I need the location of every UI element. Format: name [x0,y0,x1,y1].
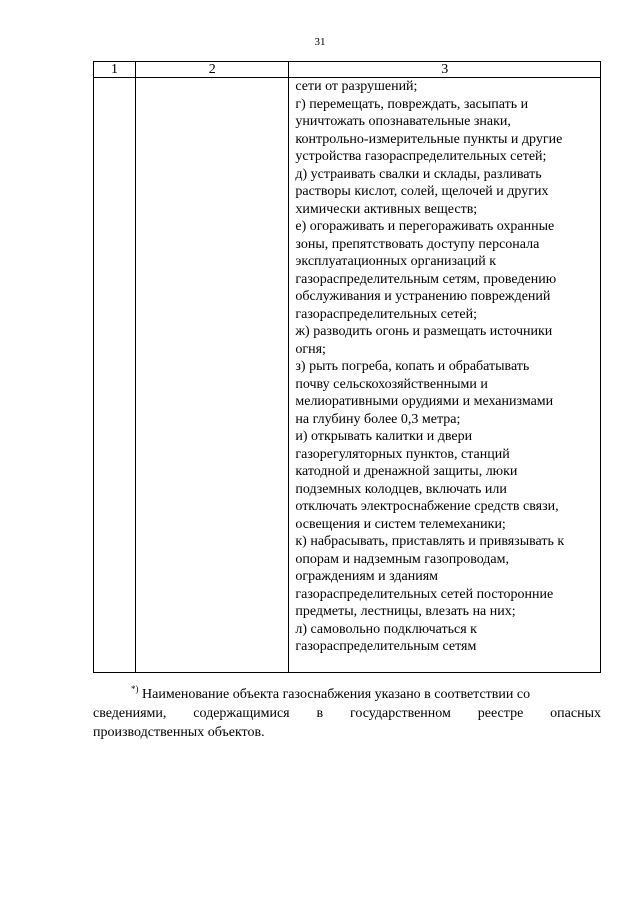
table-row [94,78,601,673]
column-header-1: 1 [94,62,136,78]
text-line: катодной и дренажной защиты, люки [295,464,518,479]
text-line: эксплуатационных организаций к [295,254,497,269]
restrictions-list [289,78,600,656]
text-line: газораспределительным сетям, проведению [295,271,557,287]
footnote-line-2: сведениями, содержащимися в государственном реестре опасных [93,706,601,721]
text-line: к) набрасывать, приставлять и привязывать к [295,534,565,549]
text-line: е) огораживать и перегораживать охранные [295,219,555,234]
text-line: опорам и надземным газопроводам, [295,551,509,567]
table-header-row [94,62,601,78]
text-line: ограждениям и зданиям [295,569,439,584]
text-line: устройства газораспределительных сетей; [295,149,547,164]
text-line: газораспределительных сетей; [295,306,477,322]
column-header-3: 3 [289,62,601,78]
text-line: обслуживания и устранению повреждений [295,289,551,304]
footnote-line-3: производственных объектов. [93,725,265,740]
text-line: и) открывать калитки и двери [295,429,473,444]
footnote-marker: *) [131,684,139,694]
text-line: ж) разводить огонь и размещать источники [295,324,553,339]
text-line: газораспределительных сетей посторонние [295,586,554,602]
text-line: предметы, лестницы, влезать на них; [295,604,516,619]
footnote-line-1: Наименование объекта газоснабжения указано в соответствии со [142,687,531,702]
table-cell-col3 [289,78,601,673]
text-line: отключать электроснабжение средств связи, [295,499,559,514]
table-cell-col1 [94,78,136,673]
text-line: подземных колодцев, включать или [295,481,507,497]
text-line: газорегуляторных пунктов, станций [295,446,510,462]
text-line: газораспределительным сетям [295,639,477,654]
text-line: г) перемещать, повреждать, засыпать и [295,96,529,112]
document-table [93,61,601,673]
text-line: зоны, препятствовать доступу персонала [295,236,540,252]
page-number: 31 [314,36,326,48]
text-line: сети от разрушений; [295,79,418,94]
text-line: з) рыть погреба, копать и обрабатывать [295,359,530,374]
text-line: мелиоративными орудиями и механизмами [295,394,554,409]
text-line: л) самовольно подключаться к [295,621,477,637]
footnote [93,680,601,742]
text-line: уничтожать опознавательные знаки, [295,114,511,129]
column-header-2: 2 [136,62,289,78]
text-line: огня; [295,341,326,357]
text-line: освещения и систем телемеханики; [295,516,506,532]
text-line: растворы кислот, солей, щелочей и других [295,184,549,199]
text-line: почву сельскохозяйственными и [295,376,488,392]
text-line: д) устраивать свалки и склады, разливать [295,166,542,182]
table-cell-col2 [136,78,289,673]
text-line: контрольно-измерительные пункты и другие [295,131,563,147]
text-line: химически активных веществ; [295,201,478,217]
text-line: на глубину более 0,3 метра; [295,411,461,427]
